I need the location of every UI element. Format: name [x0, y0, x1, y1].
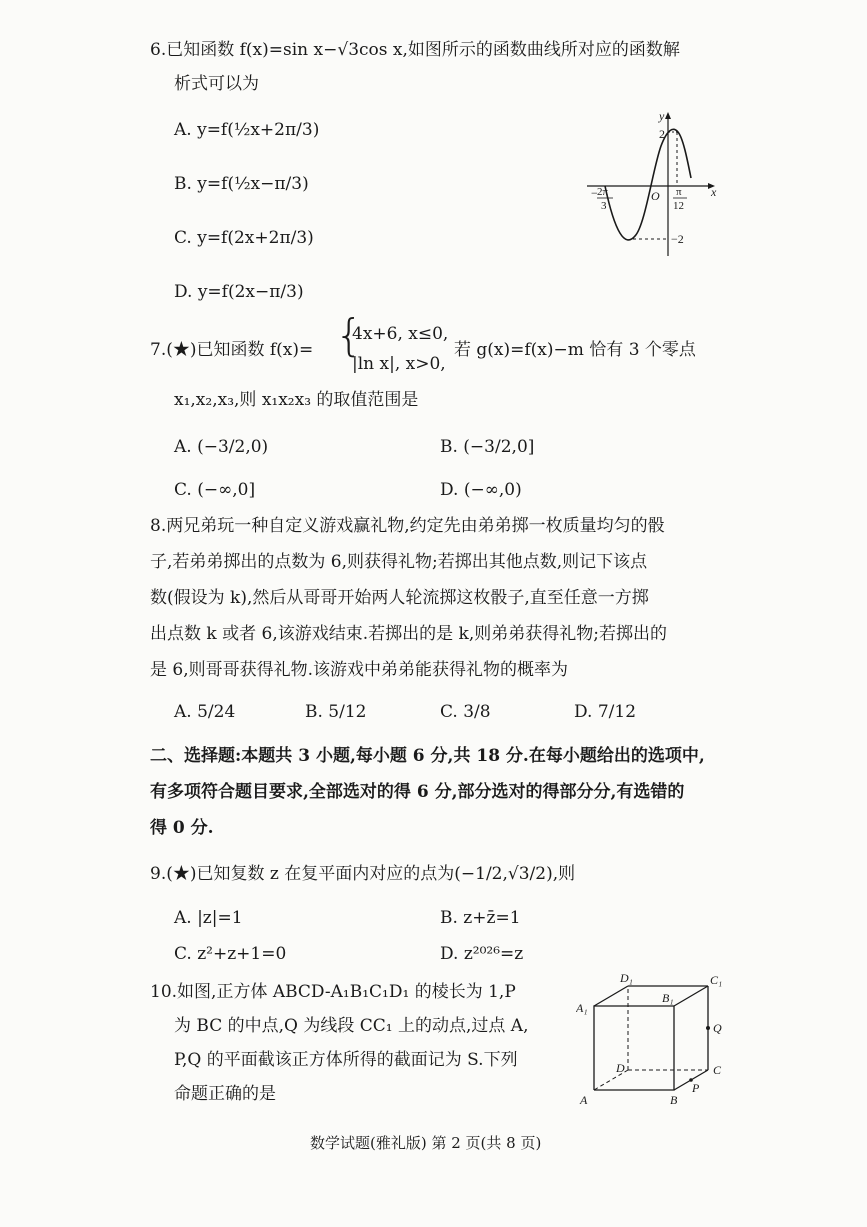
y-bottom-label: −2	[671, 232, 684, 246]
q6-sine-graph	[585, 108, 725, 258]
q7-case-1: 4x+6, x≤0,	[352, 324, 449, 344]
label-a1: A₁	[576, 1001, 588, 1015]
q6-option-b: B. y=f(½x−π/3)	[174, 174, 309, 194]
y-axis-label: y	[659, 109, 665, 123]
q6-stem-line-1: 6.已知函数 f(x)=sin x−√3cos x,如图所示的函数曲线所对应的函数解	[150, 40, 680, 60]
x-left-sign: −	[591, 186, 598, 200]
label-c: C	[713, 1063, 722, 1077]
label-a: A	[580, 1093, 588, 1107]
q7-stem-tail: 若 g(x)=f(x)−m 恰有 3 个零点	[454, 340, 696, 360]
label-c1: C₁	[710, 973, 723, 987]
function-curve	[605, 129, 691, 240]
label-q: Q	[713, 1021, 722, 1035]
q7-option-b: B. (−3/2,0]	[440, 437, 535, 457]
front-face	[594, 1006, 674, 1090]
q7-option-d: D. (−∞,0)	[440, 480, 522, 500]
x-left-numerator: 2π	[597, 186, 609, 198]
q6-option-d: D. y=f(2x−π/3)	[174, 282, 304, 302]
q8-line-2: 子,若弟弟掷出的点数为 6,则获得礼物;若掷出其他点数,则记下该点	[150, 552, 648, 572]
q6-option-a: A. y=f(½x+2π/3)	[174, 120, 320, 140]
y-top-label: 2	[659, 127, 665, 141]
q7-case-2: |ln x|, x>0,	[352, 354, 446, 374]
x-right-numerator: π	[676, 186, 682, 198]
label-d: D	[616, 1061, 625, 1075]
x-axis-label: x	[711, 185, 717, 199]
q8-option-a: A. 5/24	[174, 702, 236, 722]
label-b1: B₁	[662, 991, 674, 1005]
q10-line-4: 命题正确的是	[174, 1084, 276, 1104]
q9-option-c: C. z²+z+1=0	[174, 944, 287, 964]
q10-cube-figure	[576, 972, 736, 1112]
q9-option-a: A. |z|=1	[174, 908, 243, 928]
y-axis-arrow-icon	[665, 112, 671, 119]
label-p: P	[692, 1081, 700, 1095]
section2-line-2: 有多项符合题目要求,全部选对的得 6 分,部分选对的得部分分,有选错的	[150, 782, 685, 802]
edge-A1D1	[594, 986, 628, 1006]
q8-line-1: 8.两兄弟玩一种自定义游戏赢礼物,约定先由弟弟掷一枚质量均匀的骰	[150, 516, 665, 536]
label-d1: D₁	[620, 972, 633, 985]
q7-option-a: A. (−3/2,0)	[174, 437, 269, 457]
q10-line-2: 为 BC 的中点,Q 为线段 CC₁ 上的动点,过点 A,	[174, 1016, 529, 1036]
section2-line-3: 得 0 分.	[150, 818, 214, 838]
q6-option-c: C. y=f(2x+2π/3)	[174, 228, 314, 248]
point-q	[706, 1026, 710, 1030]
q10-line-1: 10.如图,正方体 ABCD-A₁B₁C₁D₁ 的棱长为 1,P	[150, 982, 516, 1002]
q10-line-3: P,Q 的平面截该正方体所得的截面记为 S.下列	[174, 1050, 518, 1070]
q8-line-3: 数(假设为 k),然后从哥哥开始两人轮流掷这枚骰子,直至任意一方掷	[150, 588, 649, 608]
q6-stem-line-2: 析式可以为	[174, 74, 259, 94]
page-footer: 数学试题(雅礼版) 第 2 页(共 8 页)	[310, 1134, 542, 1152]
q9-stem: 9.(★)已知复数 z 在复平面内对应的点为(−1/2,√3/2),则	[150, 864, 576, 884]
label-b: B	[670, 1093, 678, 1107]
q8-option-b: B. 5/12	[305, 702, 367, 722]
edge-B1C1	[674, 986, 708, 1006]
origin-label: O	[651, 189, 660, 203]
q7-stem-lead: 7.(★)已知函数 f(x)=	[150, 340, 314, 360]
q9-option-b: B. z+z̄=1	[440, 908, 521, 928]
q7-brace: {	[335, 310, 363, 361]
x-right-denominator: 12	[673, 200, 684, 212]
q8-option-d: D. 7/12	[574, 702, 637, 722]
q8-line-5: 是 6,则哥哥获得礼物.该游戏中弟弟能获得礼物的概率为	[150, 660, 569, 680]
q9-option-d: D. z²⁰²⁶=z	[440, 944, 524, 964]
x-left-denominator: 3	[601, 200, 607, 212]
q8-option-c: C. 3/8	[440, 702, 491, 722]
q7-stem-line-2: x₁,x₂,x₃,则 x₁x₂x₃ 的取值范围是	[174, 390, 419, 410]
section2-line-1: 二、选择题:本题共 3 小题,每小题 6 分,共 18 分.在每小题给出的选项中,	[150, 746, 705, 766]
q7-option-c: C. (−∞,0]	[174, 480, 256, 500]
q8-line-4: 出点数 k 或者 6,该游戏结束.若掷出的是 k,则弟弟获得礼物;若掷出的	[150, 624, 667, 644]
